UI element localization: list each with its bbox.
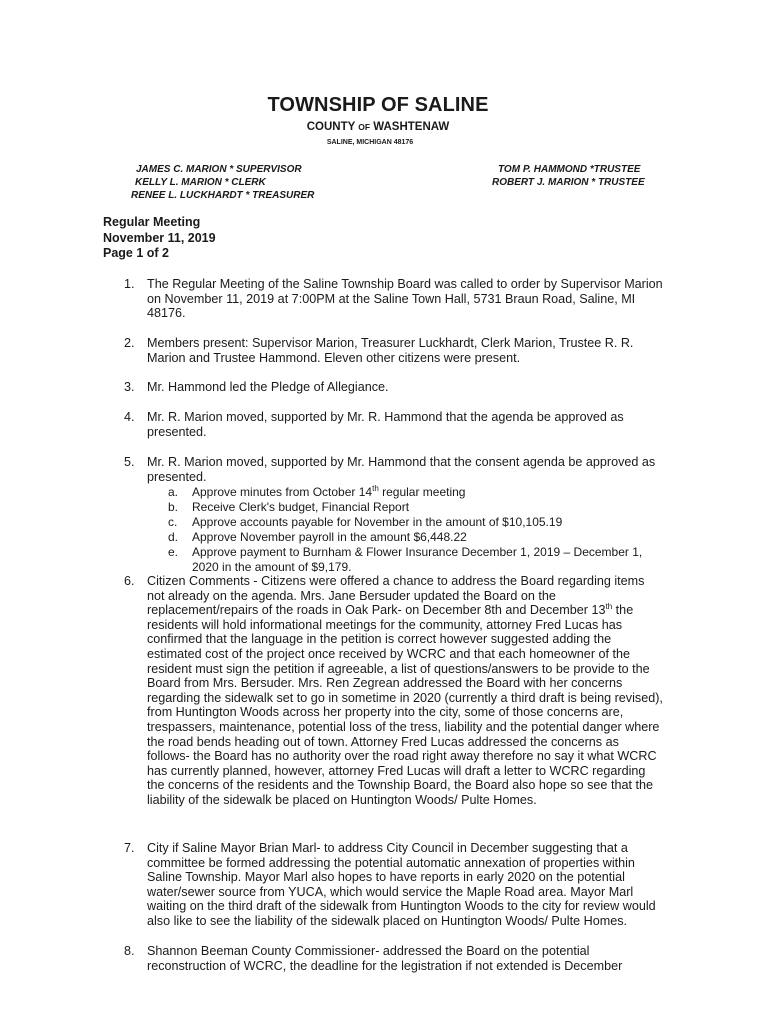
sub-item-letter: c.	[168, 515, 178, 529]
list-item	[124, 841, 664, 929]
official-trustee-hammond: TOM P. HAMMOND *TRUSTEE	[498, 164, 641, 175]
meeting-date: November 11, 2019	[103, 230, 216, 245]
list-item	[124, 574, 664, 808]
item-number: 5.	[124, 455, 135, 469]
meeting-type: Regular Meeting	[103, 215, 201, 229]
item-number: 2.	[124, 336, 135, 350]
superscript: th	[605, 602, 613, 611]
sub-item-letter: d.	[168, 530, 179, 544]
sub-item-text: Receive Clerk's budget, Financial Report	[192, 500, 410, 514]
county-prefix: COUNTY	[306, 121, 359, 133]
sub-item-letter: b.	[168, 500, 179, 514]
item-number: 1.	[124, 277, 135, 291]
sub-item	[168, 485, 668, 500]
page-number: Page 1 of 2	[103, 246, 169, 260]
county-line	[0, 121, 756, 133]
item-text: Shannon Beeman County Commissioner- addressed the Board on the potential reconstruction of WCRC, the deadline for the legistration if not extended is December	[147, 944, 623, 973]
list-item	[124, 455, 664, 484]
sub-item-text	[192, 485, 668, 500]
official-treasurer: RENEE L. LUCKHARDT * TREASURER	[131, 190, 315, 201]
item-text: City if Saline Mayor Brian Marl- to address City Council in December suggesting that a committee be formed addressing the potential automatic annexation of properties within Saline Township. Mayor Marl also hopes to have reports in early 2020 on the potential water/sewer source from YUCA, which would service the Maple Road area. Mayor Marl waiting on the third draft of the sidewalk from Huntington Woods to the city for review would also like to see the liability of the sidewalk placed on Huntington Woods/ Pulte Homes.	[147, 841, 656, 928]
item-number: 6.	[124, 574, 135, 588]
address-line: SALINE, MICHIGAN 48176	[326, 139, 414, 146]
item-number: 8.	[124, 944, 135, 958]
sub-item-letter: a.	[168, 485, 179, 499]
official-clerk: KELLY L. MARION * CLERK	[135, 177, 266, 188]
item-text-part: Citizen Comments - Citizens were offered a chance to address the Board regarding items not already on the agenda. Mrs. Jane Bersuder updated the Board on the replacement/repairs of the roads in Oak Park- on December 8th and December 13	[147, 574, 645, 618]
item-text: Mr. R. Marion moved, supported by Mr. R. Hammond that the agenda be approved as presented.	[147, 410, 624, 439]
list-item	[124, 336, 664, 365]
sub-item	[168, 530, 668, 545]
list-item	[124, 410, 664, 439]
item-text: Mr. R. Marion moved, supported by Mr. Hammond that the consent agenda be approved as presented.	[147, 455, 656, 484]
meeting-info	[103, 215, 216, 262]
official-supervisor: JAMES C. MARION * SUPERVISOR	[136, 164, 302, 175]
sub-item	[168, 500, 668, 515]
list-item	[124, 277, 664, 321]
officials-left-column	[128, 163, 358, 202]
list-item	[124, 380, 664, 395]
officials-right-column	[492, 163, 672, 189]
page-title: TOWNSHIP OF SALINE	[267, 94, 489, 116]
sub-item-text-part: Approve minutes from October 14	[192, 485, 373, 499]
item-number: 3.	[124, 380, 135, 394]
item-text: The Regular Meeting of the Saline Township Board was called to order by Supervisor Marion on November 11, 2019 at 7:00PM at the Saline Town Hall, 5731 Braun Road, Saline, MI 48176.	[147, 277, 663, 321]
sub-item-text: Approve accounts payable for November in the amount of $10,105.19	[192, 515, 563, 529]
list-item	[124, 944, 664, 973]
item-text	[147, 574, 664, 808]
official-trustee-marion: ROBERT J. MARION * TRUSTEE	[492, 177, 645, 188]
county-of: OF	[358, 122, 371, 132]
item-number: 7.	[124, 841, 135, 855]
sub-item-text-part: regular meeting	[378, 485, 466, 499]
sub-item-letter: e.	[168, 545, 179, 559]
county-suffix: WASHTENAW	[370, 121, 450, 133]
superscript: th	[372, 484, 379, 493]
item-text: Members present: Supervisor Marion, Treasurer Luckhardt, Clerk Marion, Trustee R. R. Marion and Trustee Hammond. Eleven other citizens were present.	[147, 336, 634, 365]
sub-item-text: Approve payment to Burnham & Flower Insurance December 1, 2019 – December 1, 2020 in the amount of $9,179.	[192, 545, 643, 574]
item-text-part: the residents will hold informational meetings for the community, attorney Fred Lucas has confirmed that the language in the petition is correct however suggested adding the estimated cost of the project once received by WCRC and that each homeowner of the resident must sign the petition if agreeable, a list of questions/answers to be provide to the Board from Mrs. Bersuder. Mrs. Ren Zegrean addressed the Board with her concerns regarding the sidewalk set to go in sometime in 2020 (currently a third draft is being revised), from Huntington Woods across her property into the city, some of those concerns are, trespassers, maintenance, potential loss of the tress, liability and the potential danger where the road bends heading out of town. Attorney Fred Lucas addressed the concerns as follows- the Board has no authority over the road right away therefore no say it what WCRC has currently planned, however, attorney Fred Lucas will draft a letter to WCRC regarding the concerns of the residents and the Township Board, the Board also hope so see that the liability of the sidewalk be placed on Huntington Woods/ Pulte Homes.	[147, 603, 663, 807]
item-text: Mr. Hammond led the Pledge of Allegiance.	[147, 380, 389, 394]
sub-item-text: Approve November payroll in the amount $6,448.22	[192, 530, 467, 544]
sub-item	[168, 545, 658, 574]
item-number: 4.	[124, 410, 135, 424]
sub-item	[168, 515, 668, 530]
